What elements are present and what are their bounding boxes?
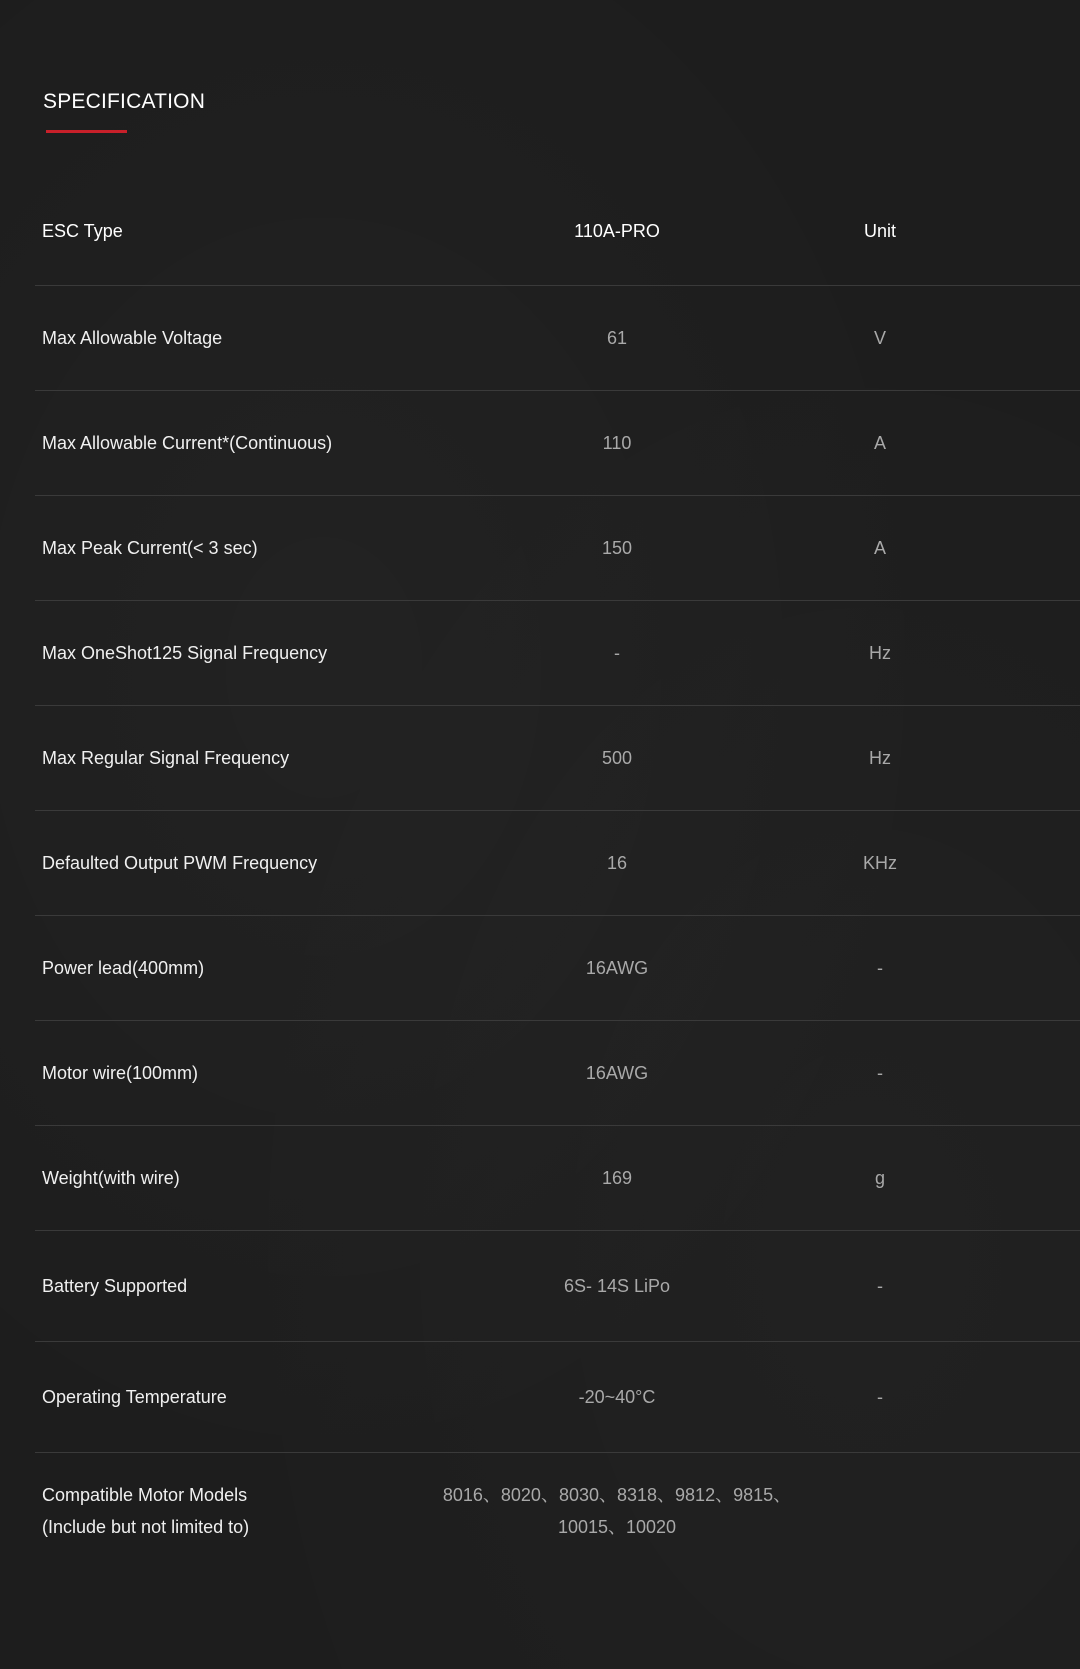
- title-underline: [46, 130, 127, 133]
- table-row: [35, 391, 1080, 496]
- row-unit: V: [873, 328, 886, 348]
- row-unit: g: [874, 1168, 885, 1188]
- table-row: [35, 496, 1080, 601]
- row-label: Max Regular Signal Frequency: [42, 748, 290, 768]
- row-label-line2: (Include but not limited to): [42, 1517, 250, 1537]
- row-label: Operating Temperature: [42, 1387, 227, 1407]
- table-row: [35, 916, 1080, 1021]
- row-unit: A: [873, 538, 886, 558]
- row-label: Power lead(400mm): [42, 958, 205, 978]
- row-value: -20~40°C: [578, 1387, 656, 1407]
- row-unit: -: [877, 1063, 883, 1083]
- row-value: 6S- 14S LiPo: [563, 1276, 671, 1296]
- table-row: [35, 1342, 1080, 1453]
- row-label-line1: Compatible Motor Models: [42, 1485, 248, 1505]
- table-row: [35, 811, 1080, 916]
- row-unit: KHz: [862, 853, 897, 873]
- table-row: [35, 1126, 1080, 1231]
- row-label: Max OneShot125 Signal Frequency: [42, 643, 328, 663]
- table-row: [35, 1231, 1080, 1342]
- row-value-line1: 8016、8020、8030、8318、9812、9815、: [442, 1485, 792, 1505]
- row-value-line2: 10015、10020: [557, 1517, 677, 1537]
- row-value: -: [614, 643, 620, 663]
- table-header-row: [35, 177, 1080, 286]
- row-unit: Hz: [869, 643, 891, 663]
- header-label: ESC Type: [42, 221, 123, 241]
- row-unit: -: [877, 958, 883, 978]
- page-title: SPECIFICATION: [43, 90, 206, 113]
- row-label: Battery Supported: [42, 1276, 188, 1296]
- row-unit: -: [877, 1276, 883, 1296]
- row-label: Weight(with wire): [42, 1168, 180, 1188]
- row-unit: A: [873, 433, 886, 453]
- header-unit: Unit: [863, 221, 896, 241]
- row-unit: -: [877, 1387, 883, 1407]
- row-value: 500: [601, 748, 633, 768]
- row-value: 150: [601, 538, 633, 558]
- table-row: [35, 1021, 1080, 1126]
- row-value: [397, 1453, 837, 1563]
- table-row: [35, 706, 1080, 811]
- row-value: 110: [602, 433, 632, 453]
- header-model: 110A-PRO: [574, 221, 660, 241]
- spec-table: [35, 177, 1080, 1563]
- row-value: 16AWG: [585, 1063, 649, 1083]
- table-row-compatible-motors: [35, 1453, 1080, 1563]
- table-row: [35, 601, 1080, 706]
- table-row: [35, 286, 1080, 391]
- row-value: 61: [606, 328, 628, 348]
- row-label: Defaulted Output PWM Frequency: [42, 853, 318, 873]
- row-value: 16: [606, 853, 628, 873]
- row-value: 169: [601, 1168, 633, 1188]
- row-label: Max Peak Current(< 3 sec): [42, 538, 258, 558]
- row-value: 16AWG: [585, 958, 649, 978]
- row-label: Max Allowable Voltage: [42, 328, 223, 348]
- row-label: Motor wire(100mm): [42, 1063, 199, 1083]
- row-unit: Hz: [869, 748, 891, 768]
- row-label: Max Allowable Current*(Continuous): [42, 433, 333, 453]
